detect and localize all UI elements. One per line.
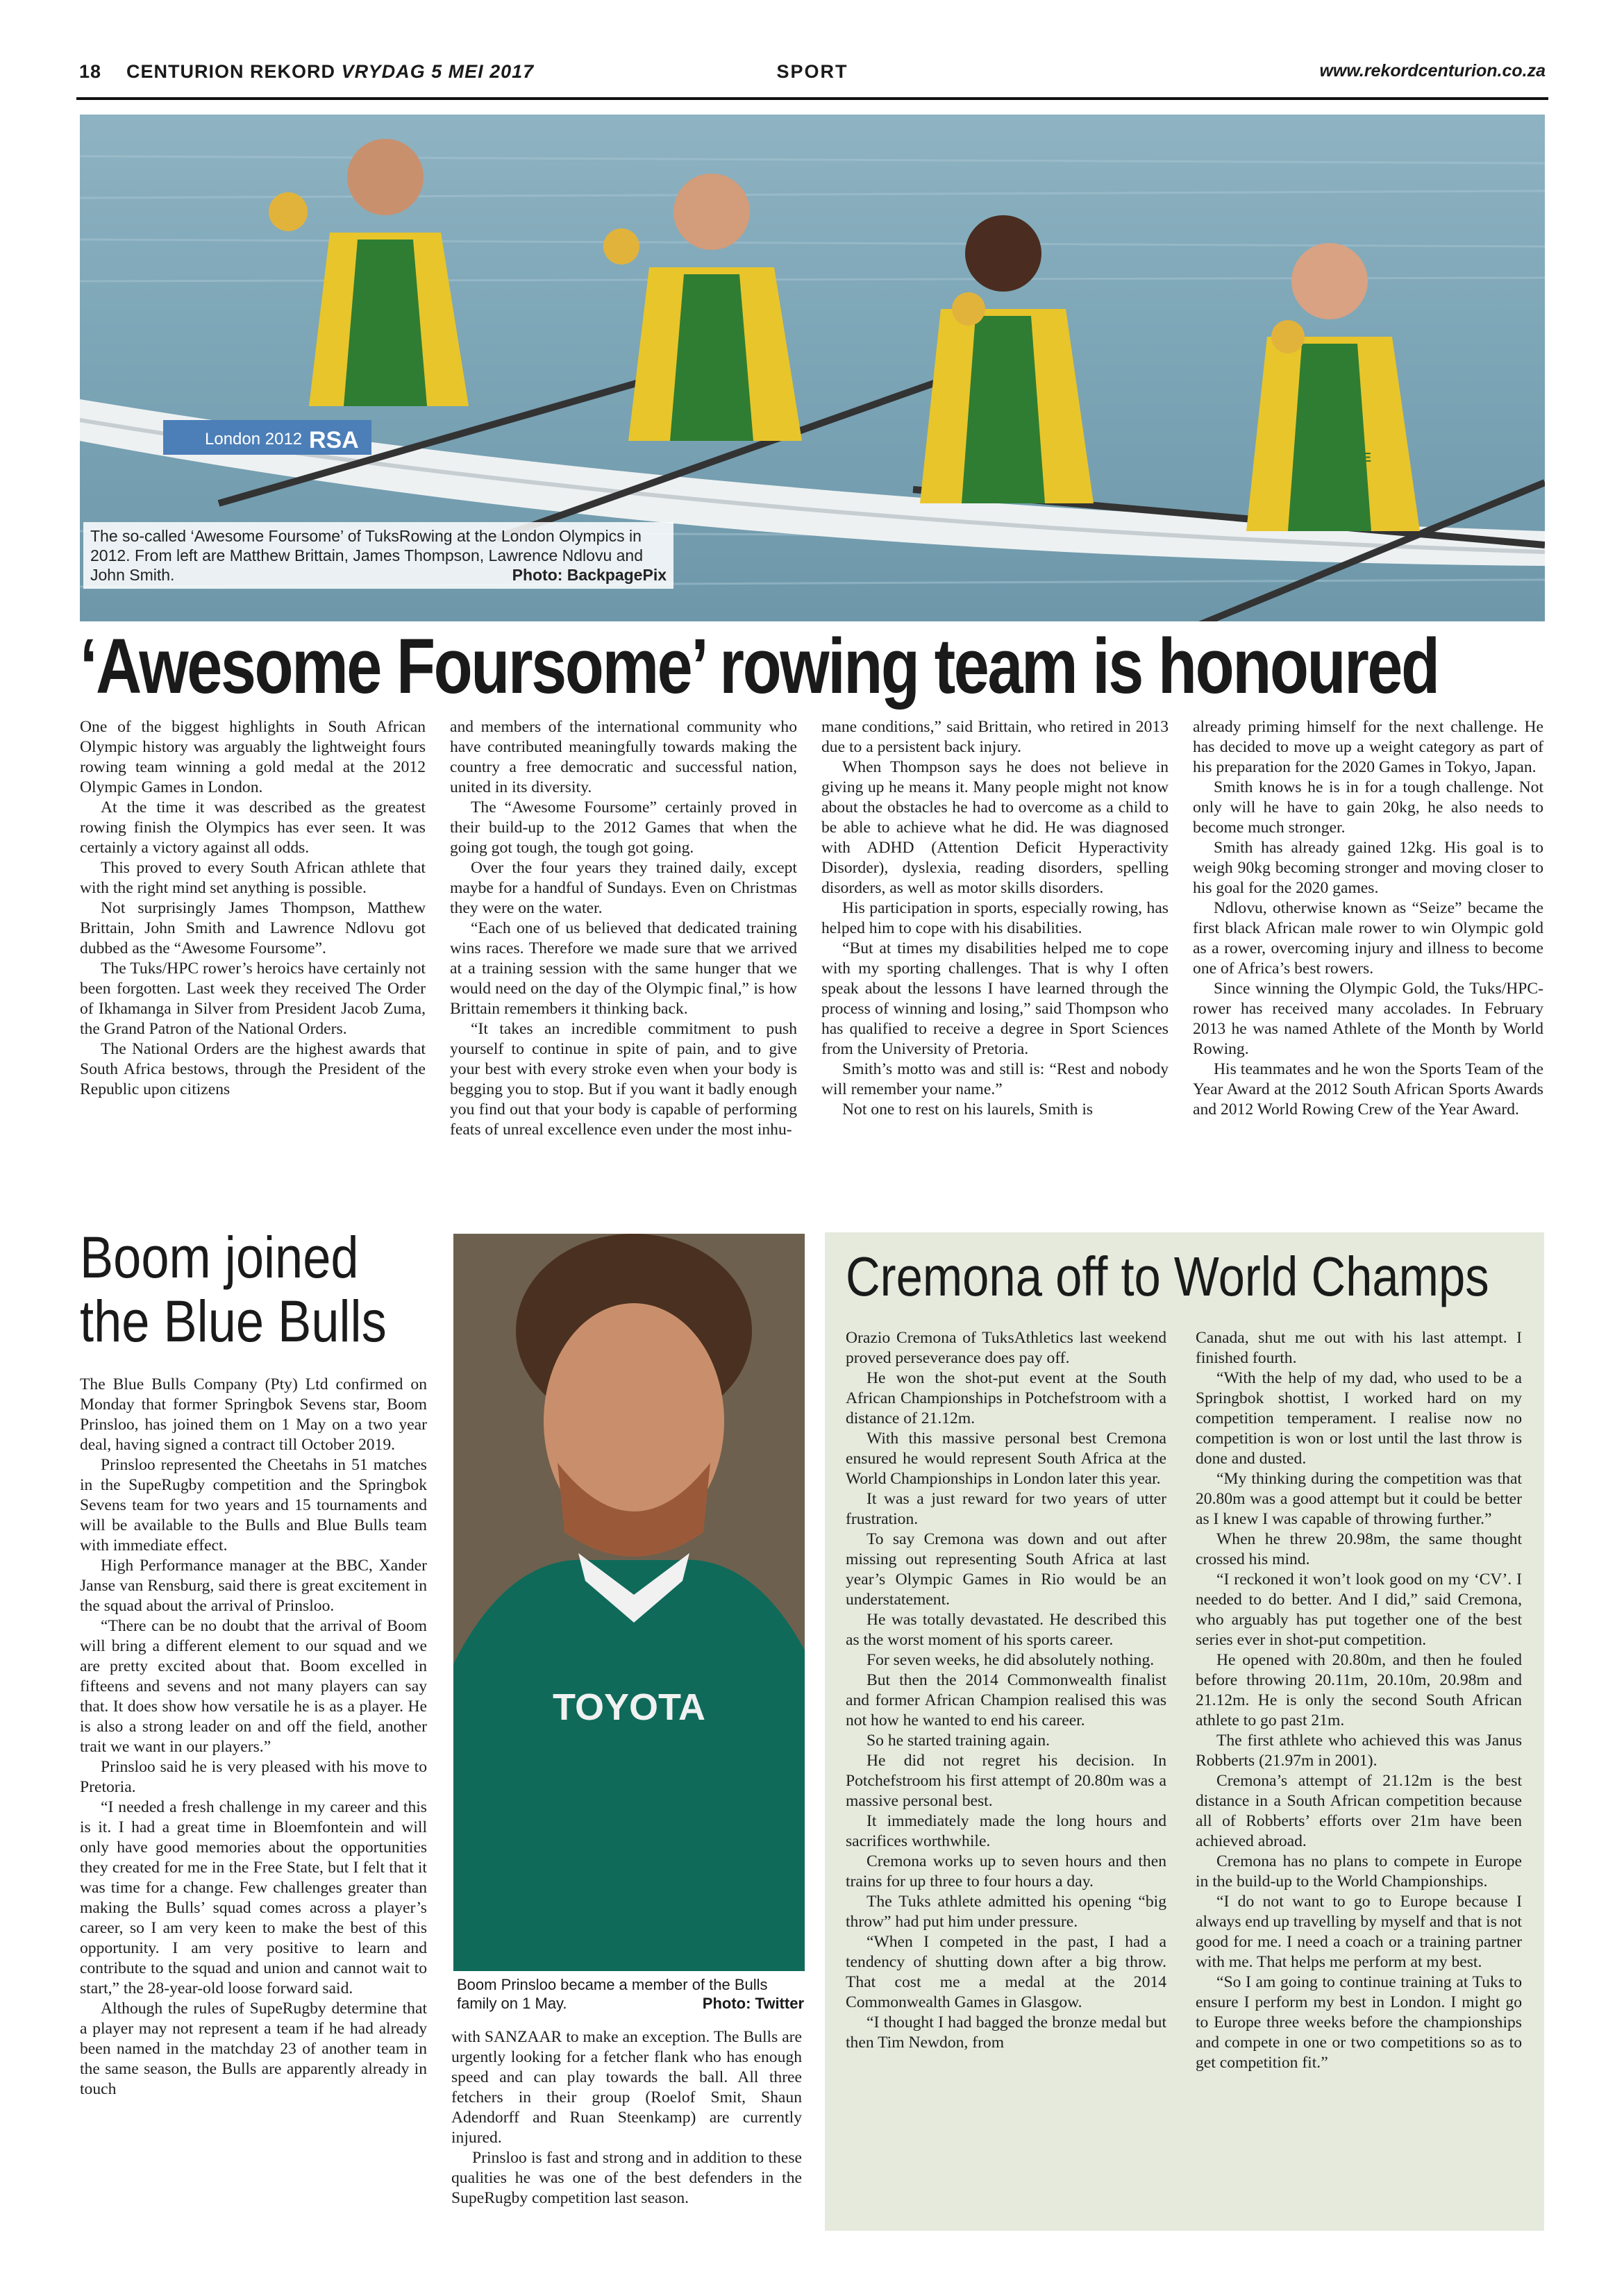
rower-3 <box>920 215 1094 503</box>
lead-column-2 <box>450 717 797 1140</box>
cremona-column-2 <box>1196 1328 1522 2073</box>
paragraph: Prinsloo is fast and strong and in addition to these qualities he was one of the best defenders in the SupeRugby competition last season. <box>451 2149 802 2207</box>
paragraph: mane conditions,” said Brittain, who retired in 2013 due to a persistent back injury. <box>821 718 1169 756</box>
paragraph: “My thinking during the competition was that 20.80m was a good attempt but it could be better as I knew I was capable of throwing further.” <box>1196 1470 1522 1528</box>
rower-2 <box>628 174 802 441</box>
paragraph: Ndlovu, otherwise known as “Seize” became the first black African male rower to win Olympic gold as a rower, overcoming injury and illness to become one of Africa’s best rowers. <box>1193 899 1543 978</box>
jersey-sponsor: TOYOTA <box>552 1686 706 1728</box>
paragraph: When Thompson says he does not believe in giving up he means it. Many people might not know about the obstacles he had to overcome as a child to be able to achieve what he did. He was diagnosed with ADHD (Attention Deficit Hyperactivity Disorder), dyslexia, reading disorders, spelling disorders, as well as motor skills disorders. <box>821 758 1169 897</box>
paragraph: The National Orders are the highest awards that South Africa bestows, through the President of the Republic upon citizens <box>80 1040 426 1098</box>
paragraph: “There can be no doubt that the arrival of Boom will bring a different element to our squad and we are pretty excited about that. Boom excelled in fifteens and sevens and not many players can say that. It does show how versatile he is as a player. He is also a strong leader on and off the field, another trait we want in our players.” <box>80 1617 427 1756</box>
paragraph: With this massive personal best Cremona ensured he would represent South Africa at the World Championships in London later this year. <box>846 1430 1166 1488</box>
publication-name: CENTURION REKORD <box>126 61 336 82</box>
cremona-column-1 <box>846 1328 1166 2053</box>
paragraph: Not one to rest on his laurels, Smith is <box>842 1100 1094 1118</box>
lead-column-4 <box>1193 717 1543 1120</box>
paragraph: His teammates and he won the Sports Team of the Year Award at the 2012 South African Sports Awards and 2012 World Rowing Crew of the Year Award. <box>1193 1060 1543 1118</box>
paragraph: Canada, shut me out with his last attempt. I finished fourth. <box>1196 1329 1522 1367</box>
rower-4 <box>1246 243 1420 531</box>
kit-logos <box>385 326 1371 464</box>
paragraph: To say Cremona was down and out after missing out representing South Africa at last year’s Olympic Games in Rio would be an understatement. <box>846 1530 1166 1609</box>
paragraph: already priming himself for the next challenge. He has decided to move up a weight category as part of his preparation for the 2020 Games in Tokyo, Japan. <box>1193 718 1543 776</box>
boom-prinsloo-photo <box>453 1234 805 1971</box>
boom-prinsloo-photo-art <box>453 1234 805 1971</box>
lead-headline: ‘Awesome Foursome’ rowing team is honoured <box>80 623 1439 710</box>
paragraph: So he started training again. <box>867 1732 1050 1750</box>
section-label: SPORT <box>776 61 848 82</box>
photo-credit: Photo: Twitter <box>702 1995 804 2012</box>
paragraph: “With the help of my dad, who used to be a Springbok shottist, I worked hard on my competition temperament. I realise now no competition is won or lost until the last throw is done and dusted. <box>1196 1369 1522 1468</box>
boom-headline-line-1: Boom joined <box>80 1225 359 1290</box>
paragraph: Smith knows he is in for a tough challenge. Not only will he have to gain 20kg, he also needs to become much stronger. <box>1193 778 1543 837</box>
paragraph: The Blue Bulls Company (Pty) Ltd confirmed on Monday that former Springbok Sevens star, Boom Prinsloo, has joined them on 1 May on a two year deal, having signed a contract till October 2019. <box>80 1375 427 1454</box>
paragraph: Cremona works up to seven hours and then trains for up three to four hours a day. <box>846 1852 1166 1891</box>
rower-1 <box>309 139 469 406</box>
issue-date: VRYDAG 5 MEI 2017 <box>341 61 535 82</box>
paragraph: He opened with 20.80m, and then he fouled before throwing 20.11m, 20.10m, 20.98m and 21.12m. He is only the second South African athlete to go past 21m. <box>1196 1651 1522 1729</box>
paragraph: It immediately made the long hours and sacrifices worthwhile. <box>846 1812 1166 1850</box>
photo-credit: Photo: BackpagePix <box>512 566 667 584</box>
boom-column-2 <box>451 2027 802 2209</box>
paragraph: Cremona has no plans to compete in Europe in the build-up to the World Championships. <box>1196 1852 1522 1891</box>
paragraph: Although the rules of SupeRugby determine that a player may not represent a team if he had already been named in the matchday 23 of another team in the same season, the Bulls are apparently already in touch <box>80 2000 427 2098</box>
paragraph: The Tuks/HPC rower’s heroics have certainly not been forgotten. Last week they received The Order of Ikhamanga in Silver from President Jacob Zuma, the Grand Patron of the National Orders. <box>80 960 426 1038</box>
paragraph: He did not regret his decision. In Potchefstroom his first attempt of 20.80m was a massive personal best. <box>846 1752 1166 1810</box>
paragraph: His participation in sports, especially rowing, has helped him to cope with his disabilities. <box>821 899 1169 937</box>
paragraph: High Performance manager at the BBC, Xander Janse van Rensburg, said there is great excitement in the squad about the arrival of Prinsloo. <box>80 1557 427 1615</box>
paragraph: Smith has already gained 12kg. His goal is to weigh 90kg becoming stronger and moving closer to his goal for the 2020 games. <box>1193 839 1543 897</box>
boom-headline <box>80 1225 390 1353</box>
page-header <box>76 61 1548 100</box>
paragraph: “So I am going to continue training at Tuks to ensure I perform my best in London. I might go to Europe three weeks before the championships and compete in one or two competitions so as to get competition fit.” <box>1196 1973 1522 2072</box>
lead-column-3 <box>821 717 1169 1120</box>
paragraph: Prinsloo said he is very pleased with his move to Pretoria. <box>80 1758 427 1796</box>
paragraph: But then the 2014 Commonwealth finalist and former African Champion realised this was not how he wanted to end his career. <box>846 1671 1166 1729</box>
paragraph: “I reckoned it won’t look good on my ‘CV’. I needed to do better. And I did,” said Cremona, who arguably has put together one of the best series ever in shot-put competition. <box>1196 1570 1522 1649</box>
boom-photo-caption <box>457 1975 804 2013</box>
paragraph: The first athlete who achieved this was Janus Robberts (21.97m in 2001). <box>1196 1732 1522 1770</box>
lead-column-1 <box>80 717 426 1100</box>
paragraph: “But at times my disabilities helped me to cope with my sporting challenges. That is why I often speak about the lessons I have learned through the process of winning and losing,” said Thompson who has qualified to receive a degree in Sport Sciences from the University of Pretoria. <box>821 939 1169 1058</box>
paragraph: “It takes an incredible commitment to push yourself to continue in spite of pain, and to give your best with every stroke even when your body is begging you to stop. But if you want it badly enough you find out that your body is capable of performing feats of unreal excellence even under the most inhu- <box>450 1020 797 1139</box>
paragraph: At the time it was described as the greatest rowing finish the Olympics has ever seen. It was certainly a victory against all odds. <box>80 798 426 857</box>
paragraph: Smith’s motto was and still is: “Rest and nobody will remember your name.” <box>821 1060 1169 1098</box>
paragraph: When he threw 20.98m, the same thought crossed his mind. <box>1196 1530 1522 1568</box>
paragraph: with SANZAAR to make an exception. The Bulls are urgently looking for a fetcher flank who has enough speed and can play towards the ball. All three fetchers in their group (Roelof Smit, Shaun Adendorff and Ruan Steenkamp) are currently injured. <box>451 2028 802 2147</box>
paragraph: One of the biggest highlights in South African Olympic history was arguably the lightweight fours rowing team winning a gold medal at the 2012 Olympic Games in London. <box>80 718 426 796</box>
jersey <box>453 1559 805 1971</box>
paragraph: Prinsloo represented the Cheetahs in 51 matches in the SupeRugby competition and the Springbok Sevens team for two years and 15 tournaments and will be available to the Bulls and Blue Bulls team with immediate effect. <box>80 1456 427 1555</box>
paragraph: Not surprisingly James Thompson, Matthew Brittain, John Smith and Lawrence Ndlovu got dubbed as the “Awesome Foursome”. <box>80 899 426 957</box>
masthead <box>79 61 534 83</box>
svg-text:ERKE: ERKE <box>385 326 421 340</box>
paragraph: “I thought I had bagged the bronze medal but then Tim Newdon, from <box>846 2013 1166 2052</box>
paragraph: Over the four years they trained daily, except maybe for a handful of Sundays. Even on Christmas they were on the water. <box>450 859 797 917</box>
boat-text-rsa: RSA <box>309 427 359 453</box>
photo-caption <box>83 522 673 589</box>
paragraph: Orazio Cremona of TuksAthletics last weekend proved perseverance does pay off. <box>846 1329 1166 1367</box>
paragraph: This proved to every South African athlete that with the right mind set anything is possible. <box>80 859 426 897</box>
paragraph: “I needed a fresh challenge in my career and this is it. I had a great time in Bloemfontein and will only have good memories about the opportunities they created for me in the Free State, but I felt that it was time for a change. Few challenges greater than making the Bulls’ squad comes across a player’s career, so I am very keen to make the best of this opportunity. I am very positive to learn and contribute to the squad and union and cannot wait to start,” the 28-year-old loose forward said. <box>80 1798 427 1997</box>
paragraph: He won the shot-put event at the South African Championships in Potchefstroom with a distance of 21.12m. <box>846 1369 1166 1427</box>
caption-text: Boom Prinsloo became a member of the Bulls family on 1 May. <box>457 1976 768 2012</box>
svg-text:ERKE: ERKE <box>1003 395 1039 409</box>
paragraph: Cremona’s attempt of 21.12m is the best distance in a South African competition because all of Robberts’ efforts over 21m have been achieved abroad. <box>1196 1772 1522 1850</box>
paragraph: “When I competed in the past, I had a tendency of shutting down after a big throw. That cost me a medal at the 2014 Commonwealth Games in Glasgow. <box>846 1933 1166 2011</box>
boom-column-1 <box>80 1375 427 2100</box>
svg-text:ERKE: ERKE <box>705 367 740 381</box>
website-url[interactable]: www.rekordcenturion.co.za <box>1319 61 1546 81</box>
paragraph: For seven weeks, he did absolutely nothing. <box>867 1651 1155 1669</box>
paragraph: and members of the international community who have contributed meaningfully towards making the country a free democratic and successful nation, united in its diversity. <box>450 718 797 796</box>
paragraph: He was totally devastated. He described this as the worst moment of his sports career. <box>846 1611 1166 1649</box>
paragraph: “Each one of us believed that dedicated training wins races. Therefore we made sure that we arrived at a training session with the same hunger that we would need on the day of the Olympic final,” is how Brittain remembers it thinking back. <box>450 919 797 1018</box>
paragraph: The Tuks athlete admitted his opening “big throw” had put him under pressure. <box>846 1893 1166 1931</box>
caption-text: The so-called ‘Awesome Foursome’ of TuksRowing at the London Olympics in 2012. From left are Matthew Brittain, James Thompson, Lawrence Ndlovu and John Smith. <box>90 527 644 584</box>
paragraph: It was a just reward for two years of utter frustration. <box>846 1490 1166 1528</box>
page-number: 18 <box>79 61 102 82</box>
paragraph: “I do not want to go to Europe because I always end up travelling by myself and that is not good for me. I need a coach or a training partner with me. That helps me perform at my best. <box>1196 1893 1522 1971</box>
paragraph: Since winning the Olympic Gold, the Tuks/HPC-rower has received many accolades. In February 2013 he was named Athlete of the Month by World Rowing. <box>1193 980 1543 1058</box>
svg-text:ERKE: ERKE <box>1337 451 1372 464</box>
paragraph: The “Awesome Foursome” certainly proved in their build-up to the 2012 Games that when the going got tough, the tough got going. <box>450 798 797 857</box>
boat-text-london: London 2012 <box>205 430 303 449</box>
boom-headline-line-2: the Blue Bulls <box>80 1289 387 1354</box>
cremona-headline: Cremona off to World Champs <box>846 1246 1489 1307</box>
